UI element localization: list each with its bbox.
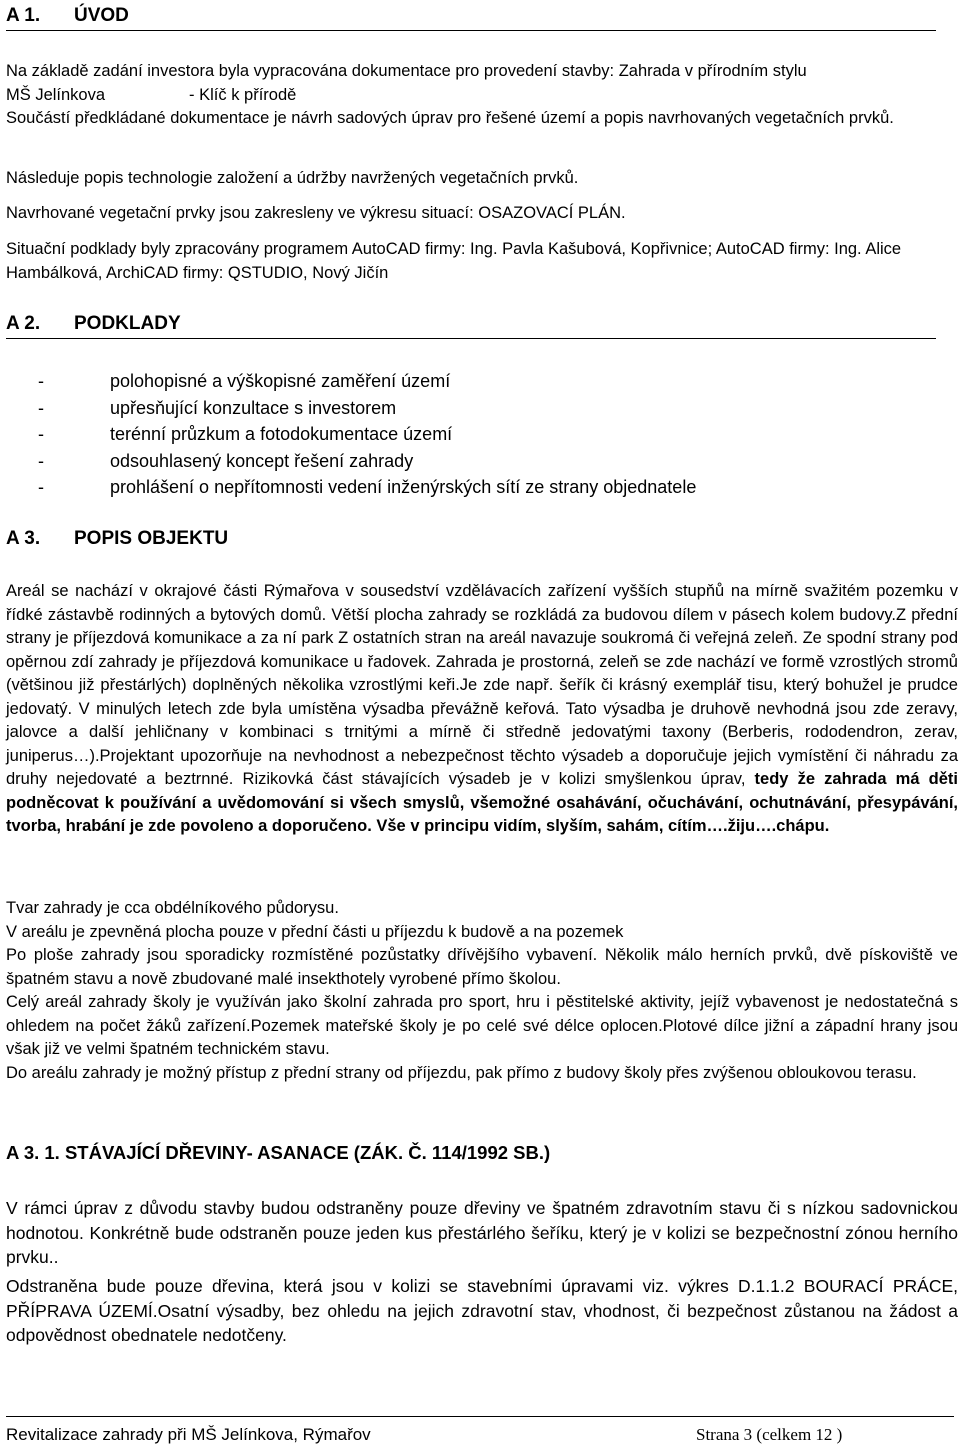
section-number: A 2.	[6, 313, 41, 334]
section-number: A 3.	[6, 528, 41, 549]
section-heading-a3	[6, 527, 936, 551]
list-item: - terénní průzkum a fotodokumentace území	[38, 424, 453, 444]
site-description-text: Areál se nachází v okrajové části Rýmařova v sousedství vzdělávacích zařízení vyšších stupňů na mírně svažitém pozemku v řídké zástavbě rodinných a bytových domů. Větší plocha zahrady se rozkládá za budovou dílem v pásech kolem budovy.Z přední strany je příjezdová komunikace a za ní park Z ostatních stran na areál navazuje soukromá či veřejná zeleň. Ze spodní strany pod opěrnou zdí zahrady je příjezdová komunikace u řadovek. Zahrada je prostorná, zeleň se zde nachází ve formě vzrostlých stromů (většinou již přestárlých) doplněných několika vzrostlými keři.Je zde např. šeřík či krásný exemplář tisu, který bohužel je prudce jedovatý. V minulých letech zde byla umístěna výsadba převážně keřová. Tato výsadba je druhově nevhodná jsou zde zeravy, jalovce a další jehličnany v kombinaci s trnitými a mírně či středně jedovatými taxony (Berberis, rododendron, zerav, juniperus…).Projektant upozorňuje na nevhodnost a nebezpečnost těchto výsadeb a doporučuje jejich vymístění či náhradu za druhy nejedovaté a beztrnné. Rizikovká část stávajících výsadeb je v kolizi smyšlenkou úprav,	[6, 582, 958, 788]
garden-line-shape: Tvar zahrady je cca obdélníkového půdorysu.	[6, 899, 339, 917]
intro-line-2	[6, 84, 958, 108]
tree-preservation-paragraph: Odstraněna bude pouze dřevina, která jsou v kolizi se stavebními úpravami viz. výkres D.1.1.2 BOURACÍ PRÁCE, PŘÍPRAVA ÚZEMÍ.Osatní výsadby, bez ohledu na jejich zdravotní stav, vhodnost, či bezpečnost zůstanou na žádost a odpovědnost obednatele nedotčeny.	[6, 1276, 958, 1345]
site-description-paragraph	[6, 580, 958, 839]
section-number: A 1.	[6, 5, 41, 26]
section-title: PODKLADY	[74, 313, 181, 334]
list-item: - upřesňující konzultace s investorem	[38, 398, 397, 418]
garden-line-access: Do areálu zahrady je možný přístup z přední strany od příjezdu, pak přímo z budovy školy přes zvýšenou obloukovou terasu.	[6, 1063, 917, 1082]
garden-line-equipment: Po ploše zahrady jsou sporadicky rozmístěné pozůstatky dřívějšího vybavení. Několik málo herních prvků, dvě pískoviště ve špatném stavu a nově zbudované malé insekthotely vyrobené přímo školou.	[6, 946, 958, 988]
footer-page-number: Strana 3 (celkem 12 )	[696, 1425, 843, 1444]
site-description-bold-text: tedy že zahrada má děti podněcovat k používání a uvědomování si všech smyslů, všemožné osahávání, očuchávání, ochutnávání, přesypávání, tvorba, hrabání je zde povoleno a doporučeno. Vše v principu vidím, slyším, sahám, cítím….žiju….chápu.	[6, 770, 958, 835]
section-heading-a1	[6, 4, 936, 31]
page-footer	[6, 1416, 954, 1446]
intro-paragraph	[6, 60, 958, 131]
section-heading-a31: A 3. 1. STÁVAJÍCÍ DŘEVINY- ASANACE (ZÁK. Č. 114/1992 SB.)	[6, 1142, 551, 1163]
section-title: ÚVOD	[74, 5, 129, 26]
garden-description-paragraph	[6, 897, 958, 1085]
list-item: - odsouhlasený koncept řešení zahrady	[38, 451, 414, 471]
list-item: - prohlášení o nepřítomnosti vedení inženýrských sítí ze strany objednatele	[38, 477, 697, 497]
intro-line-2b: - Klíč k přírodě	[189, 85, 297, 104]
sources-paragraph: Situační podklady byly zpracovány programem AutoCAD firmy: Ing. Pavla Kašubová, Kopřivnice; AutoCAD firmy: Ing. Alice Hambálková, ArchiCAD firmy: QSTUDIO, Nový Jičín	[6, 240, 902, 282]
intro-line-3: Součástí předkládané dokumentace je návrh sadových úprav pro řešené území a popis navrhovaných vegetačních prvků.	[6, 109, 894, 127]
technology-paragraph: Následuje popis technologie založení a údržby navržených vegetačních prvků.	[6, 169, 579, 187]
list-item: - polohopisné a výškopisné zaměření území	[38, 371, 451, 391]
section-title: POPIS OBJEKTU	[74, 528, 229, 549]
tree-removal-paragraph: V rámci úprav z důvodu stavby budou odstraněny pouze dřeviny ve špatném zdravotním stavu či s nízkou sadovnickou hodnotou. Konkrétně bude odstraněn pouze jeden kus přestárlého šeříku, který je v kolizi se bezpečnostní zónou herního prvku..	[6, 1198, 958, 1267]
intro-line-1: Na základě zadání investora byla vypracována dokumentace pro provedení stavby: Zahrada v přírodním stylu	[6, 62, 807, 80]
garden-line-paved: V areálu je zpevněná plocha pouze v přední části u příjezdu k budově a na pozemek	[6, 922, 624, 941]
section-heading-a2	[6, 312, 936, 339]
drawing-reference-paragraph: Navrhované vegetační prvky jsou zakresleny ve výkresu situací: OSAZOVACÍ PLÁN.	[6, 204, 626, 222]
garden-line-usage: Celý areál zahrady školy je využíván jako školní zahrada pro sport, hru i pěstitelské aktivity, jejíž vybavenost je nedostatečná s ohledem na počet žáků zařízení.Pozemek mateřské školy je po celé své délce oplocen.Plotové dílce jižní a západní hrany jsou však již ve velmi špatném technickém stavu.	[6, 993, 958, 1058]
footer-title: Revitalizace zahrady při MŠ Jelínkova, Rýmařov	[6, 1425, 371, 1444]
intro-line-2a: MŠ Jelínkova	[6, 85, 106, 104]
